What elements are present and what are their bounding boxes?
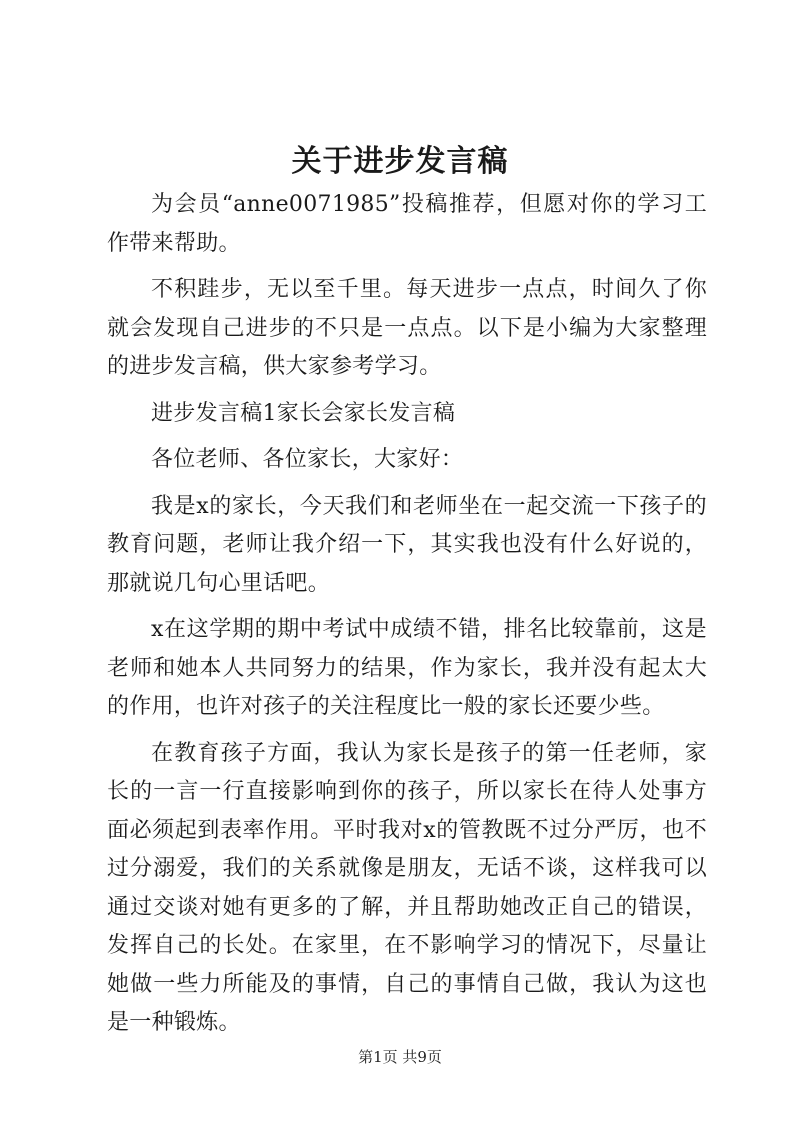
paragraph-intro: 为会员“anne0071985”投稿推荐，但愿对你的学习工作带来帮助。 [107, 192, 707, 256]
paragraph-greeting: 各位老师、各位家长，大家好： [151, 447, 464, 472]
section-heading: 进步发言稿1家长会家长发言稿 [151, 400, 456, 426]
document-body [107, 186, 707, 1051]
paragraph-body: x在这学期的期中考试中成绩不错，排名比较靠前，这是老师和她本人共同努力的结果，作为家长，我并没有起太大的作用，也许对孩子的关注程度比一般的家长还要少些。 [107, 617, 707, 719]
paragraph-body: 我是x的家长，今天我们和老师坐在一起交流一下孩子的教育问题，老师让我介绍一下，其实我也没有什么好说的，那就说几句心里话吧。 [107, 493, 707, 596]
page-footer: 第1页 共9页 [358, 1048, 442, 1066]
paragraph-opening: 不积跬步，无以至千里。每天进步一点点，时间久了你就会发现自己进步的不只是一点点。以下是小编为大家整理的进步发言稿，供大家参考学习。 [107, 277, 707, 379]
document-title: 关于进步发言稿 [291, 144, 509, 179]
paragraph-body: 在教育孩子方面，我认为家长是孩子的第一任老师，家长的一言一行直接影响到你的孩子，所以家长在待人处事方面必须起到表率作用。平时我对x的管教既不过分严厉，也不过分溺爱，我们的关系就像是朋友，无话不谈，这样我可以通过交谈对她有更多的了解，并且帮助她改正自己的错误，发挥自己的长处。在家里，在不影响学习的情况下，尽量让她做一些力所能及的事情，自己的事情自己做，我认为这也是一种锻炼。 [107, 740, 707, 1035]
